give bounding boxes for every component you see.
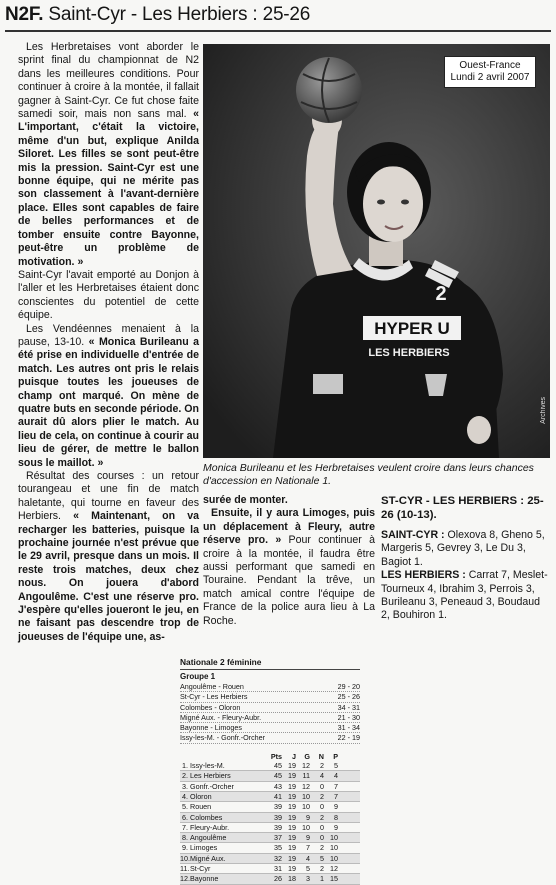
stat-cell: 2 <box>320 864 324 874</box>
stat-cell: 5 <box>306 864 310 874</box>
stat-cell: 19 <box>288 771 296 781</box>
stat-cell: 19 <box>288 791 296 801</box>
rank-cell: 6. <box>182 812 188 822</box>
stat-cell: 0 <box>320 781 324 791</box>
team-cell: Colombes <box>190 812 223 822</box>
result-match: Bayonne - Limoges <box>180 723 242 733</box>
rank-cell: 12. <box>180 874 190 884</box>
result-row <box>180 723 360 733</box>
article-paragraph <box>18 470 199 644</box>
stat-cell: 0 <box>320 833 324 843</box>
column-header: Pts <box>270 751 282 761</box>
table-row <box>180 813 360 823</box>
stat-cell: 10 <box>330 833 338 843</box>
sponsor-text: HYPER U <box>374 319 450 338</box>
column-header: G <box>304 751 310 761</box>
jersey-number: 2 <box>435 283 447 305</box>
article-paragraph <box>18 323 199 470</box>
rank-cell: 3. <box>182 781 188 791</box>
quote-text: « Maintenant, on va recharger les batteries, puisque la prochaine journée n'est prévue que le 29 avril, presque dans un mois. Il reste trois matches, deux chez nous. On jouera d'abord Angoulême. C'est une réserve pro. J'espère qu'elles joueront le jeu, en ne faisant pas descendre trop de joueuses de l'équipe une, as- <box>18 510 200 643</box>
stat-cell: 7 <box>334 791 338 801</box>
stat-cell: 12 <box>302 781 310 791</box>
stat-cell: 2 <box>320 843 324 853</box>
stat-cell: 19 <box>288 853 296 863</box>
stat-cell: 19 <box>288 812 296 822</box>
stat-cell: 26 <box>274 874 282 884</box>
stat-cell: 37 <box>274 833 282 843</box>
table-row <box>180 833 360 843</box>
table-row <box>180 761 360 771</box>
rank-cell: 4. <box>182 791 188 801</box>
stat-cell: 2 <box>320 791 324 801</box>
article-paragraph <box>203 494 375 507</box>
final-score: ST-CYR - LES HERBIERS : 25-26 (10-13). <box>381 495 544 521</box>
article-paragraph <box>18 41 199 269</box>
table-row <box>180 802 360 812</box>
team-cell: Bayonne <box>190 874 219 884</box>
quote-text: « Monica Burileanu a été prise en individuelle d'entrée de match. Les autres ont pris le relais puisque toutes les joueuses de champ ont marqué. On mène de quatre buts en seconde période. On aurait dû alors plier le match. Au lieu de cela, on continue à courir au lieu de gérer, de mettre le ballon sous le maillot. » <box>18 335 199 469</box>
table-row <box>180 771 360 781</box>
stat-cell: 43 <box>274 781 282 791</box>
stat-cell: 19 <box>288 761 296 771</box>
result-match: Issy-les-M. - Gonfr.-Orcher <box>180 733 266 743</box>
source-box <box>444 56 536 88</box>
result-match: Migné Aux. - Fleury-Aubr. <box>180 712 262 722</box>
stat-cell: 9 <box>306 812 310 822</box>
stat-cell: 19 <box>288 864 296 874</box>
rank-cell: 10. <box>180 853 190 863</box>
stat-cell: 9 <box>334 802 338 812</box>
league-title: Nationale 2 féminine <box>180 657 360 670</box>
article-paragraph <box>18 269 199 323</box>
stat-cell: 4 <box>306 853 310 863</box>
stat-cell: 19 <box>288 781 296 791</box>
stat-cell: 19 <box>288 822 296 832</box>
standings-header <box>180 752 360 761</box>
stat-cell: 39 <box>274 812 282 822</box>
team-cell: Issy-les-M. <box>190 761 225 771</box>
side-hand <box>467 416 491 444</box>
league-table <box>180 657 360 885</box>
rank-cell: 11. <box>180 864 190 874</box>
source-name: Ouest-France <box>459 60 521 71</box>
table-row <box>180 843 360 853</box>
result-score: 25 - 26 <box>337 692 360 702</box>
column-header: N <box>318 751 324 761</box>
photo-illustration <box>203 44 550 458</box>
result-row <box>180 703 360 713</box>
result-score: 34 - 31 <box>337 702 360 712</box>
result-match: Colombes - Oloron <box>180 702 241 712</box>
article-column-2 <box>203 494 375 628</box>
stat-cell: 8 <box>334 812 338 822</box>
stat-cell: 39 <box>274 802 282 812</box>
stat-cell: 2 <box>320 761 324 771</box>
club-text: LES HERBIERS <box>368 347 450 359</box>
group-title: Groupe 1 <box>180 672 216 681</box>
stat-cell: 35 <box>274 843 282 853</box>
quote-text: surée de monter. <box>203 494 288 506</box>
rank-cell: 5. <box>182 802 188 812</box>
quote-text: « L'important, c'était la victoire, même d'un but, explique Anilda Siloret. Les filles se sont peut-être mis la pression. Saint-Cyr est une bonne équipe, qui ne mérite pas son classement à l'avant-dernière place. Elles sont capables de faire de belles performances et de tomber ensuite contre Bayonne, peut-être un problème de motivation. » <box>18 108 199 268</box>
team-cell: Rouen <box>190 802 212 812</box>
result-score: 29 - 20 <box>337 682 360 691</box>
stat-cell: 11 <box>302 771 310 781</box>
rank-cell: 9. <box>182 843 188 853</box>
stat-cell: 19 <box>288 833 296 843</box>
stat-cell: 10 <box>330 843 338 853</box>
plain-text: Les Herbretaises vont aborder le sprint final du championnat de N2 dans les meilleures conditions. Pour continuer à croire à la montée, il fallait gagner à Saint-Cyr. Ce fut chose faite samedi soir, mais non sans mal. <box>18 41 199 121</box>
stat-cell: 19 <box>288 802 296 812</box>
stat-cell: 4 <box>320 771 324 781</box>
team-name: LES HERBIERS : <box>381 569 466 582</box>
player-list: Carrat 7, Meslet-Tourneux 4, Ibrahim 3, Perrois 3, Burileanu 3, Peneaud 3, Boudaud 2, Bouhiron 1. <box>381 569 548 622</box>
lineup-saint-cyr <box>381 529 549 569</box>
stat-cell: 9 <box>334 822 338 832</box>
result-row <box>180 713 360 723</box>
stat-cell: 5 <box>320 853 324 863</box>
article-column-1 <box>18 41 199 644</box>
lineup-les-herbiers <box>381 569 549 623</box>
stat-cell: 15 <box>330 874 338 884</box>
result-match: St-Cyr - Les Herbiers <box>180 692 248 702</box>
plain-text: Résultat des courses : un retour tourangeau et une fin de match haletante, qui tourne en faveur des Herbiers. <box>18 470 199 523</box>
stat-cell: 39 <box>274 822 282 832</box>
stat-cell: 45 <box>274 761 282 771</box>
stat-cell: 4 <box>334 771 338 781</box>
table-row <box>180 874 360 884</box>
result-score: 21 - 30 <box>337 712 360 722</box>
stat-cell: 10 <box>302 802 310 812</box>
team-cell: Migné Aux. <box>190 853 226 863</box>
stat-cell: 10 <box>330 853 338 863</box>
headline-title: Saint-Cyr - Les Herbiers : 25-26 <box>43 4 311 25</box>
headline-rule <box>5 30 551 32</box>
stat-cell: 0 <box>320 822 324 832</box>
stat-cell: 7 <box>306 843 310 853</box>
team-cell: Angoulême <box>190 833 227 843</box>
plain-text: Les Vendéennes menaient à la pause, 13-10. <box>18 322 199 348</box>
stat-cell: 18 <box>288 874 296 884</box>
left-eye <box>377 200 385 205</box>
rank-cell: 1. <box>182 761 188 771</box>
result-row <box>180 692 360 702</box>
photo-credit: Archives <box>540 397 547 424</box>
stat-cell: 12 <box>330 864 338 874</box>
stat-cell: 10 <box>302 791 310 801</box>
player-photo <box>203 44 550 458</box>
table-row <box>180 823 360 833</box>
stat-cell: 9 <box>306 833 310 843</box>
stat-cell: 2 <box>320 812 324 822</box>
team-cell: Fleury-Aubr. <box>190 822 230 832</box>
stat-cell: 5 <box>334 761 338 771</box>
stat-cell: 7 <box>334 781 338 791</box>
table-row <box>180 864 360 874</box>
table-row <box>180 782 360 792</box>
stat-cell: 45 <box>274 771 282 781</box>
team-cell: Oloron <box>190 791 212 801</box>
team-cell: Les Herbiers <box>190 771 231 781</box>
column-header: P <box>333 751 338 761</box>
table-row <box>180 792 360 802</box>
rank-cell: 8. <box>182 833 188 843</box>
player-list: Olexova 8, Gheno 5, Margeris 5, Gevrey 3, Le Du 3, Bagiot 1. <box>381 529 545 568</box>
result-match: Angoulême - Rouen <box>180 682 244 691</box>
source-date: Lundi 2 avril 2007 <box>450 72 530 83</box>
plain-text: Saint-Cyr l'avait emporté au Donjon à l'aller et les Herbretaises étaient donc conscientes du potentiel de cette équipe. <box>18 268 199 322</box>
stat-cell: 10 <box>302 822 310 832</box>
stat-cell: 0 <box>320 802 324 812</box>
standings-list <box>180 761 360 885</box>
stat-cell: 12 <box>302 761 310 771</box>
rank-cell: 2. <box>182 771 188 781</box>
result-score: 22 - 19 <box>337 733 360 743</box>
headline-kicker: N2F. <box>5 4 44 25</box>
stat-cell: 1 <box>320 874 324 884</box>
team-name: SAINT-CYR : <box>381 529 445 541</box>
team-cell: Gonfr.-Orcher <box>190 781 234 791</box>
table-row <box>180 854 360 864</box>
stat-cell: 32 <box>274 853 282 863</box>
results-list <box>180 682 360 744</box>
stat-cell: 41 <box>274 791 282 801</box>
photo-caption: Monica Burileanu et les Herbretaises veulent croire dans leurs chances d'accession en Nationale 1. <box>203 462 534 487</box>
plain-text: Pour continuer à croire à la montée, il faudra être aussi performant que samedi en Touraine. Pendant la trêve, un match amical contre l'équipe de France de la police aura lieu à La Roche. <box>203 534 375 627</box>
stat-cell: 3 <box>306 874 310 884</box>
result-row <box>180 733 360 743</box>
result-row <box>180 682 360 692</box>
team-cell: St-Cyr <box>190 864 211 874</box>
handball-ball <box>296 57 362 123</box>
headline <box>5 3 551 27</box>
result-score: 31 - 34 <box>337 723 360 733</box>
team-cell: Limoges <box>190 843 218 853</box>
match-summary <box>381 494 549 623</box>
stat-cell: 19 <box>288 843 296 853</box>
rank-cell: 7. <box>182 822 188 832</box>
article-paragraph <box>203 507 375 628</box>
right-eye <box>401 200 409 205</box>
stat-cell: 31 <box>274 864 282 874</box>
club-logo <box>313 374 343 394</box>
column-header: J <box>292 751 296 761</box>
quote-text: Ensuite, il y aura Limoges, puis un déplacement à Fleury, autre réserve pro. » <box>203 507 375 547</box>
face-shape <box>363 166 423 242</box>
